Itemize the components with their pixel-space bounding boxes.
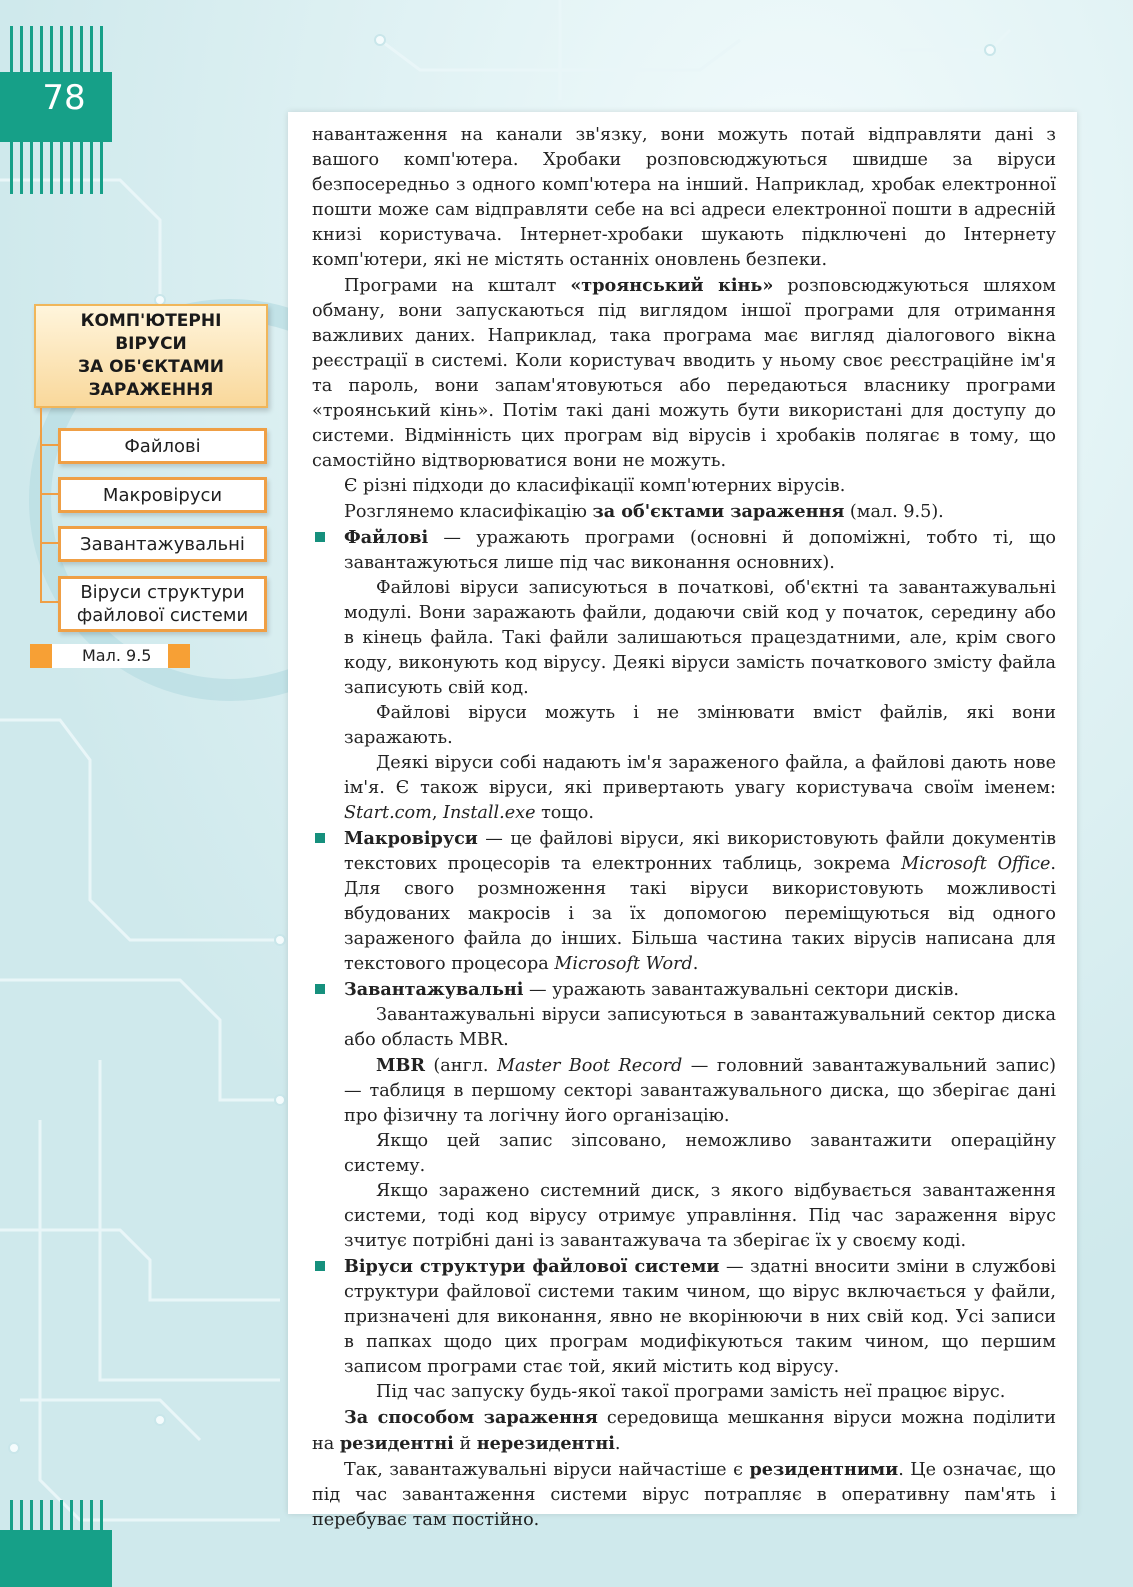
page-number: 78 — [42, 78, 86, 118]
diagram-title-line: ЗА ОБ'ЄКТАМИ — [77, 357, 225, 377]
diagram-title-line: ВІРУСИ — [115, 334, 187, 354]
main-text — [312, 123, 1056, 1533]
caption-marker — [168, 644, 190, 668]
caption-text: Мал. 9.5 — [82, 646, 152, 665]
diagram-box-filesystem-viruses — [58, 576, 267, 632]
diagram-connector-vertical — [40, 408, 42, 602]
term-trojan: «троянський кінь» — [570, 275, 774, 296]
diagram-box-boot-viruses — [58, 526, 267, 562]
bullet-item-filesystem-viruses: Віруси структури файлової системи — здатні вносити зміни в службові структури файлової системи таким чином, що вірус включається у файли, призначені для виконання, явно не вкорінюючи в них свій код. Усі записи в папках щодо цих програм модифікуються таким чином, що першим записом програми стає той, який містить код вірусу. — [312, 1254, 1056, 1380]
bullet-square-icon — [315, 1261, 325, 1271]
paragraph: Розглянемо класифікацію за об'єктами зараження (мал. 9.5). — [344, 501, 944, 522]
paragraph: Так, завантажувальні віруси найчастіше є резидентними. Це означає, що під час завантаження системи вірус потрапляє в оперативну пам'ять і перебуває там постійно. — [312, 1459, 1057, 1530]
diagram-box-label: Завантажувальні — [80, 533, 245, 555]
diagram-title — [34, 304, 268, 408]
term-classification: за об'єктами зараження — [592, 501, 845, 522]
bullet-square-icon — [315, 833, 325, 843]
bullet-item-macro-viruses: Макровіруси — це файлові віруси, які використовують файли документів текстових процесорів та електронних таблиць, зокрема Microsoft Office. Для свого розмноження такі віруси використовують можливості вбудованих макросів і за їх допомогою переміщуються від одного зараженого файла до інших. Більша частина таких вірусів написана для текстового процесора Microsoft Word. — [312, 826, 1056, 977]
diagram-box-macro-viruses — [58, 477, 267, 513]
bullet-square-icon — [315, 532, 325, 542]
diagram-connector — [40, 493, 58, 495]
diagram-box-label: Макровіруси — [102, 484, 223, 506]
diagram-box-label: файлової системи — [76, 605, 249, 626]
bottom-comb-decoration — [8, 1500, 108, 1530]
paragraph: Під час запуску будь-якої такої програми замість неї працює вірус. — [376, 1382, 1006, 1402]
diagram-connector — [40, 601, 58, 603]
bullet-item-file-viruses: Файлові — уражають програми (основні й допоміжні, тобто ті, що завантажуються лише під час виконання основних). — [312, 525, 1056, 576]
figure-caption — [30, 644, 190, 668]
diagram-connector — [40, 444, 58, 446]
diagram-title-line: ЗАРАЖЕННЯ — [88, 380, 214, 400]
diagram-title-line: КОМП'ЮТЕРНІ — [80, 311, 222, 331]
page-number-comb-top — [8, 26, 108, 72]
paragraph: Є різні підходи до класифікації комп'ютерних вірусів. — [344, 476, 846, 496]
paragraph: Деякі віруси собі надають ім'я зараженого файла, а файлові дають нове ім'я. Є також віруси, які привертають увагу користувача своїм іменем: Start.com, Install.exe тощо. — [344, 753, 1056, 823]
paragraph: Файлові віруси записуються в початкові, об'єктні та завантажувальні модулі. Вони заражають файли, додаючи свій код у початок, середину або в кінець файла. Такі файли залишаються працездатними, але, крім свого коду, виконують код вірусу. Деякі віруси замість початкового змісту файла записують свій код. — [344, 578, 1056, 698]
bottom-green-block — [0, 1530, 112, 1587]
paragraph: Завантажувальні віруси записуються в завантажувальний сектор диска або область MBR. — [344, 1005, 1056, 1050]
page-number-comb-bottom — [8, 142, 108, 194]
paragraph: Якщо заражено системний диск, з якого відбувається завантаження системи, тоді код вірусу отримує управління. Під час зараження вірус зчитує потрібні дані із завантажувача та зберігає їх у своєму коді. — [344, 1181, 1056, 1251]
diagram-box-label: Віруси структури — [80, 582, 245, 603]
bullet-square-icon — [315, 984, 325, 994]
caption-marker — [30, 644, 52, 668]
paragraph: Програми на кшталт «троянський кінь» розповсюджуються шляхом обману, вони запускаються під виглядом іншої програми для отримання важливих даних. Наприклад, така програма має вигляд діалогового вікна реєстрації в системі. Коли користувач вводить у ньому своє реєстраційне ім'я та пароль, вони запам'ятовуються або передаються власнику програми «троянський кінь». Потім такі дані можуть бути використані для доступу до системи. Відмінність цих програм від вірусів і хробаків полягає в тому, що самостійно відтворюватися вони не можуть. — [312, 275, 1056, 471]
paragraph: Файлові віруси можуть і не змінювати вміст файлів, які вони заражають. — [344, 703, 1056, 748]
paragraph: MBR (англ. Master Boot Record — головний завантажувальний запис) — таблиця в першому секторі завантажувального диска, що зберігає дані про фізичну та логічну його організацію. — [344, 1055, 1056, 1126]
paragraph: Якщо цей запис зіпсовано, неможливо завантажити операційну систему. — [344, 1131, 1056, 1176]
bullet-item-boot-viruses: Завантажувальні — уражають завантажувальні сектори дисків. — [312, 977, 1056, 1003]
diagram-connector — [40, 542, 58, 544]
diagram-box-label: Файлові — [124, 435, 201, 457]
paragraph: навантаження на канали зв'язку, вони можуть потай відправляти дані з вашого комп'ютера. Хробаки розповсюджуються швидше за віруси безпосередньо з одного комп'ютера на інший. Наприклад, хробак електронної пошти може сам відправляти себе на всі адреси електронної пошти в адресній книзі користувача. Інтернет-хробаки шукають підключені до Інтернету комп'ютери, які не містять останніх оновлень безпеки. — [312, 125, 1056, 270]
paragraph: За способом зараження середовища мешкання віруси можна поділити на резидентні й нерезидентні. — [312, 1407, 1057, 1454]
diagram-box-file-viruses — [58, 428, 267, 464]
